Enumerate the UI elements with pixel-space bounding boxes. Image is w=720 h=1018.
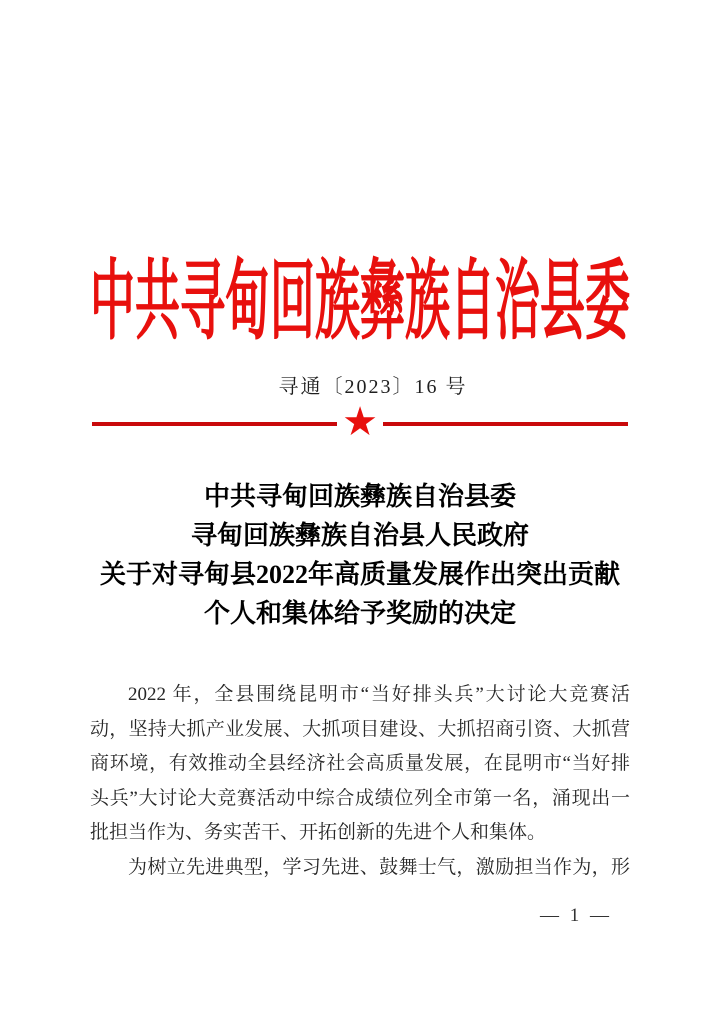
body-line-3: 商环境，有效推动全县经济社会高质量发展，在昆明市“当好排 [90, 753, 630, 774]
body-line-2: 动，坚持大抓产业发展、大抓项目建设、大抓招商引资、大抓营 [90, 718, 630, 740]
body-line-4: 头兵”大讨论大竞赛活动中综合成绩位列全市第一名，涌现出一 [90, 787, 630, 809]
title-line-1: 中共寻甸回族彝族自治县委 [203, 482, 516, 511]
red-rule [92, 399, 628, 445]
red-rule-left [92, 422, 337, 426]
red-rule-right [383, 422, 628, 426]
document-title [90, 477, 630, 633]
masthead [0, 238, 720, 350]
title-line-3: 关于对寻甸县2022年高质量发展作出突出贡献 [99, 560, 620, 589]
masthead-title: 中共寻甸回族彝族自治县委 [90, 252, 630, 350]
page-number: — 1 — [540, 905, 612, 926]
document-body [90, 678, 630, 885]
title-line-2: 寻甸回族彝族自治县人民政府 [190, 521, 529, 550]
doc-number: 寻通〔2023〕16 号 [278, 376, 468, 398]
body-line-1: 2022 年，全县围绕昆明市“当好排头兵”大讨论大竞赛活 [128, 684, 630, 705]
body-line-6: 为树立先进典型，学习先进、鼓舞士气，激励担当作为，形 [128, 856, 630, 878]
star-icon: ★ [342, 399, 378, 445]
body-line-5: 批担当作为、务实苦干、开拓创新的先进个人和集体。 [90, 822, 547, 843]
title-line-4: 个人和集体给予奖励的决定 [203, 599, 516, 628]
